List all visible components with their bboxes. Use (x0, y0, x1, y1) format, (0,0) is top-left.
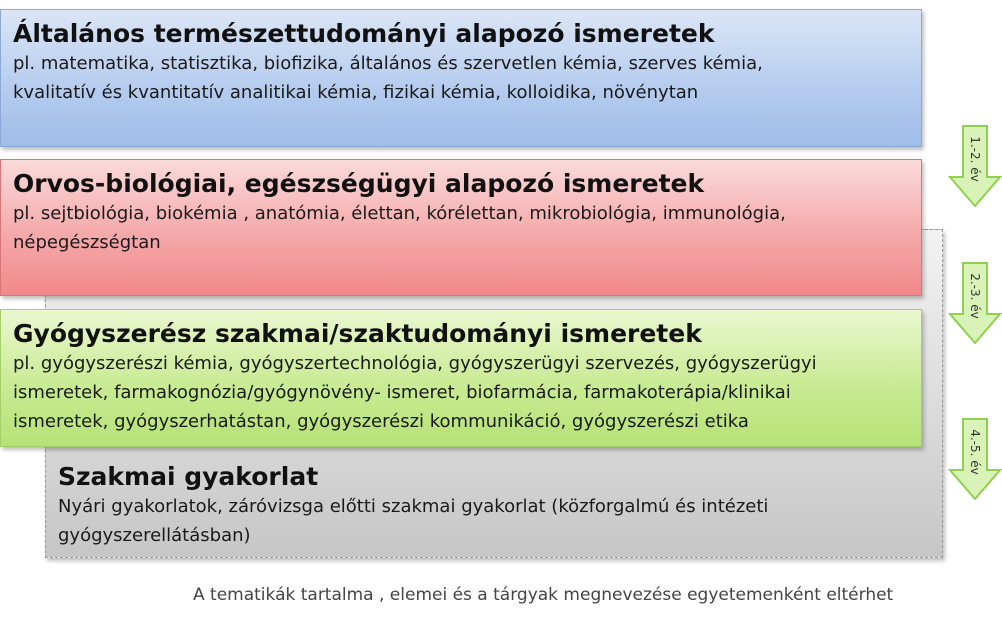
year-arrow-1-2 (948, 125, 1002, 207)
block-pharmacist-professional-desc-line-2: ismeretek, farmakognózia/gyógynövény- ismeret, biofarmácia, farmakoterápia/klinikai (13, 382, 791, 403)
block-medical-biological (0, 159, 922, 296)
year-arrow-label: 1.-2. év (968, 136, 982, 182)
block-pharmacist-professional-title: Gyógyszerész szakmai/szaktudományi ismeretek (13, 319, 702, 348)
block-general-science (0, 9, 922, 147)
footnote: A tematikák tartalma , elemei és a tárgyak megnevezése egyetemenként eltérhet (193, 585, 894, 605)
block-medical-biological-desc-line-2: népegészségtan (13, 232, 161, 253)
year-arrow-label: 2.-3. év (968, 273, 982, 319)
block-practice-desc-line-1: Nyári gyakorlatok, záróvizsga előtti szakmai gyakorlat (közforgalmú és intézeti (58, 496, 769, 517)
block-general-science-title: Általános természettudományi alapozó ismeretek (13, 19, 715, 48)
block-pharmacist-professional (0, 309, 922, 447)
block-practice-content (58, 461, 768, 550)
block-pharmacist-professional-desc-line-1: pl. gyógyszerészi kémia, gyógyszertechnológia, gyógyszerügyi szervezés, gyógyszerügyi (13, 353, 817, 374)
block-pharmacist-professional-desc-line-3: ismeretek, gyógyszerhatástan, gyógyszerészi kommunikáció, gyógyszerészi etika (13, 411, 749, 432)
block-medical-biological-title: Orvos-biológiai, egészségügyi alapozó ismeretek (13, 169, 705, 198)
block-general-science-desc-line-2: kvalitatív és kvantitatív analitikai kémia, fizikai kémia, kolloidika, növénytan (13, 82, 699, 103)
block-general-science-desc-line-1: pl. matematika, statisztika, biofizika, általános és szervetlen kémia, szerves kémia, (13, 53, 763, 74)
block-practice-title: Szakmai gyakorlat (58, 462, 319, 491)
year-arrow-label: 4.-5. év (968, 429, 982, 475)
year-arrow-4-5 (948, 418, 1002, 500)
year-arrow-2-3 (948, 262, 1002, 344)
block-medical-biological-desc-line-1: pl. sejtbiológia, biokémia , anatómia, élettan, kórélettan, mikrobiológia, immunológia, (13, 203, 786, 224)
block-practice-desc-line-2: gyógyszerellátásban) (58, 525, 251, 546)
